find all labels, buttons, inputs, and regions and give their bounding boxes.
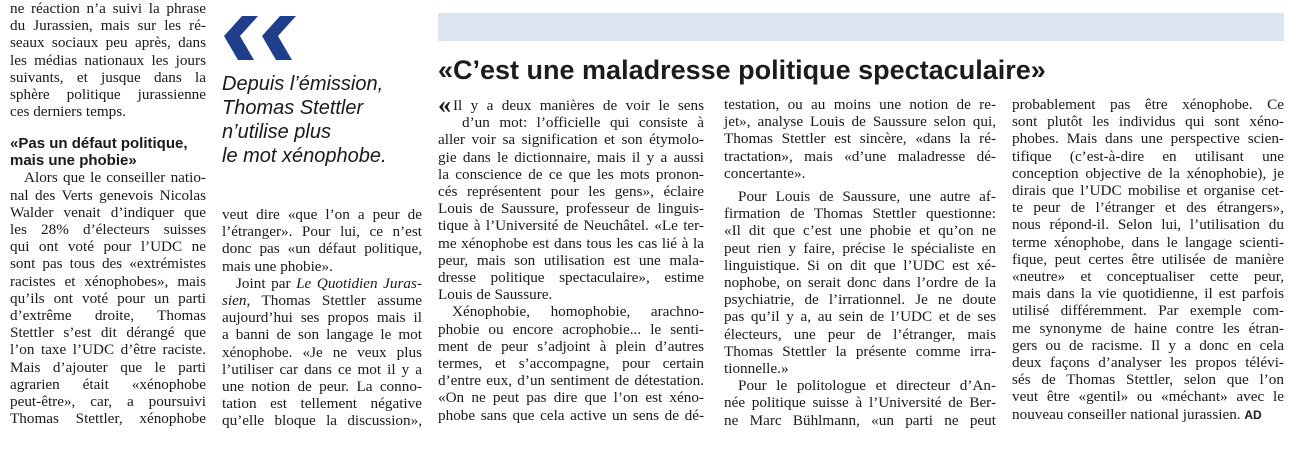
text-line: conception objective de la xénophobie), je xyxy=(1012,164,1284,182)
text-line: seaux sociaux peu après, dans xyxy=(10,34,206,52)
text-line: mais une phobie». xyxy=(222,257,333,275)
intro-paragraph xyxy=(10,0,206,120)
text-line: jet», analyse Louis de Saussure selon qui, xyxy=(724,113,996,131)
text-line: née politique suisse à l’Université de Ber- xyxy=(724,394,996,412)
text-line: a banni de son langage le mot xyxy=(222,326,422,344)
text-line: du Jurassien, mais sur les ré- xyxy=(10,17,206,35)
text-line: sont plutôt les individus qui sont xéno- xyxy=(1012,113,1284,131)
text-line: dresse politique spectaculaire», estime xyxy=(438,269,704,287)
header-band xyxy=(438,13,1284,41)
text-span: nouveau conseiller national jurassien. xyxy=(1012,405,1241,423)
text-line: firmation de Thomas Stettler questionne: xyxy=(724,205,996,223)
text-line: d’entre eux, d’un sentiment de détestation. xyxy=(438,372,704,390)
text-line: Thomas Stettler, xénophobe xyxy=(10,410,206,428)
text-line: Thomas Stettler la présente comme irra- xyxy=(724,342,996,360)
text-line xyxy=(222,275,422,292)
text-line: terme xénophobe, dans le langage scienti- xyxy=(1012,233,1284,251)
pull-quote-line: n’utilise plus xyxy=(222,121,331,143)
text-line xyxy=(222,292,422,309)
text-line: veut dire «que l’on a peur de xyxy=(222,206,422,223)
text-line: ne réaction n’a suivi la phrase xyxy=(10,0,206,17)
column-1-paragraph xyxy=(10,169,206,427)
text-line: nal des Verts genevois Nicolas xyxy=(10,186,206,204)
text-line: Pour le politologue et directeur d’An- xyxy=(738,377,996,395)
text-line: ne Marc Bühlmann, «un parti ne peut xyxy=(724,411,996,429)
pull-quote-line: Depuis l’émission, xyxy=(222,73,384,95)
subheading: «Pas un défaut politique, xyxy=(10,135,188,153)
article-column-1 xyxy=(10,0,206,427)
text-line: «On ne peut pas dire que l’on est xéno- xyxy=(438,389,704,407)
text-line: testation, ou au moins une notion de re- xyxy=(724,96,996,113)
text-line: Walder venait d’indiquer que xyxy=(10,203,206,221)
publication-name: Le Quotidien Juras- xyxy=(296,274,422,292)
text-line: xénophobe. «Je ne veux plus xyxy=(222,343,422,361)
text-line: ces derniers temps. xyxy=(10,103,126,121)
text-line: tionnelle.» xyxy=(724,360,789,378)
text-line: utilisé différemment. Par exemple com- xyxy=(1012,302,1284,320)
text-line: peut rien y faire, précise le spécialiste en xyxy=(724,239,996,257)
text-line: d’un mot: l’officielle qui consiste à xyxy=(462,114,704,132)
text-line: «Il dit que c’est une phobie et qu’on ne xyxy=(724,222,996,240)
text-line: Xénophobie, homophobie, arachno- xyxy=(452,303,704,321)
headline: «C’est une maladresse politique spectaculaire» xyxy=(438,55,1046,85)
text-line: une notion de peur. La conno- xyxy=(222,378,422,396)
text-line: concertante». xyxy=(724,164,806,182)
text-line: aller voir sa signification et son étymolo- xyxy=(438,131,704,149)
text-line: veut être «gentil» ou «méchant» avec le xyxy=(1012,388,1284,406)
text-line: gers ou de racisme. Il y a donc en cela xyxy=(1012,336,1284,354)
text-line: «neutre» et conceptualiser cette peur, xyxy=(1012,268,1284,286)
text-span: , Thomas Stettler assume xyxy=(246,292,422,310)
text-line: qu’elle bloque la discussion», xyxy=(222,412,422,430)
quote-mark-icon xyxy=(224,14,300,64)
text-line: mais dans la vie quotidienne, il est parfois xyxy=(1012,285,1284,303)
text-line: sphère politique jurassienne xyxy=(10,86,206,104)
text-line: Alors que le conseiller natio- xyxy=(24,169,206,187)
text-line: les 28% d’électeurs suisses xyxy=(10,221,206,239)
pull-quote-line: Thomas Stettler xyxy=(222,97,364,119)
article-column-4 xyxy=(724,96,996,429)
text-line: Mais d’ajouter que le parti xyxy=(10,358,206,376)
text-line xyxy=(438,90,704,119)
text-line: l’on taxe l’UDC d’être raciste. xyxy=(10,341,206,359)
text-line: sés de Thomas Stettler, selon que l’on xyxy=(1012,371,1284,389)
text-line: peut-être», car, a poursuivi xyxy=(10,393,206,411)
publication-name: sien xyxy=(222,292,247,310)
text-span: Il y a deux manières de voir le sens xyxy=(453,97,704,114)
text-line: l’étranger». Pour lui, ce n’est xyxy=(222,223,422,241)
text-line: te peur de l’étranger et des étrangers», xyxy=(1012,199,1284,217)
text-line: dirais que l’UDC mobilise et organise cet- xyxy=(1012,182,1284,200)
text-line: deux façons d’analyser les propos télévi- xyxy=(1012,354,1284,372)
text-line: Thomas Stettler est sincère, «dans la ré- xyxy=(724,130,996,148)
text-line: tation est tellement négative xyxy=(222,395,422,413)
drop-quote: « xyxy=(438,90,451,119)
text-line: ment de peur s’adjoint à plein d’autres xyxy=(438,337,704,355)
text-line: racistes et xénophobes», mais xyxy=(10,272,206,290)
text-line: Stettler s’est dit dérangé que xyxy=(10,324,206,342)
text-line: termes, et s’accompagne, pour certain xyxy=(438,355,704,373)
pull-quote xyxy=(222,72,387,168)
text-span: Joint par xyxy=(236,274,297,292)
text-line: Louis de Saussure. xyxy=(438,286,553,304)
text-line: pas qu’il y a, au sein de l’UDC et de ses xyxy=(724,308,996,326)
text-line: phobe sans que cela active un sens de dé- xyxy=(438,406,704,424)
text-line: la conscience de ce que les mots pronon- xyxy=(438,165,704,183)
text-line: fique, peut certes être utilisée de manière xyxy=(1012,250,1284,268)
text-line: probablement pas être xénophobe. Ce xyxy=(1012,96,1284,113)
text-line: tique à l’Université de Neuchâtel. «Le ter- xyxy=(438,217,704,235)
text-line: qui ont voté pour l’UDC ne xyxy=(10,238,206,256)
text-line: suivants, et jusque dans la xyxy=(10,68,206,86)
text-line: peur, mais son utilisation est une mala- xyxy=(438,251,704,269)
article-column-3 xyxy=(438,90,704,424)
article-column-5 xyxy=(1012,96,1284,424)
text-line: agrarien était «xénophobe xyxy=(10,375,206,393)
text-line xyxy=(1012,406,1284,424)
text-line: me xénophobe est dans tous les cas lié à la xyxy=(438,234,704,252)
text-line: phobes. Mais dans une perspective scien- xyxy=(1012,130,1284,148)
text-line: me synonyme de haine contre les étran- xyxy=(1012,319,1284,337)
text-line: sont pas tous des «extrémistes xyxy=(10,255,206,273)
text-line: psychiatrie, de l’irrationnel. Je ne doute xyxy=(724,291,996,309)
text-line: gie dans le dictionnaire, mais il y a aussi xyxy=(438,148,704,166)
text-line: tractation», mais «d’une maladresse dé- xyxy=(724,147,996,165)
article-column-2 xyxy=(222,206,422,430)
text-line: linguistique. Si on dit que l’UDC est xé- xyxy=(724,256,996,274)
subheading: mais une phobie» xyxy=(10,152,137,170)
text-line: l’utiliser car dans ce mot il y a xyxy=(222,360,422,378)
text-line: phobie ou encore acrophobie... le senti- xyxy=(438,320,704,338)
text-line: Louis de Saussure, professeur de linguis- xyxy=(438,200,704,218)
text-line: Pour Louis de Saussure, une autre af- xyxy=(738,188,996,206)
pull-quote-line: le mot xénophobe. xyxy=(222,145,387,167)
text-line: électeurs, une peur de l’étranger, mais xyxy=(724,325,996,343)
text-line: donc pas «un défaut politique, xyxy=(222,240,422,258)
author-signature: AD xyxy=(1244,407,1262,422)
text-line: d’extrême droite, Thomas xyxy=(10,307,206,325)
text-line: nous répond-il. Selon lui, l’utilisation du xyxy=(1012,216,1284,234)
text-line: qu’ils ont voté pour un parti xyxy=(10,289,206,307)
text-line: les médias nationaux les jours xyxy=(10,51,206,69)
text-line: tifique (c’est-à-dire en utilisant une xyxy=(1012,147,1284,165)
text-line: cés représentent pour les gens», éclaire xyxy=(438,183,704,201)
text-line: nophobe, on serait donc dans l’ordre de la xyxy=(724,274,996,292)
text-line: aujourd’hui ses propos mais il xyxy=(222,309,422,327)
